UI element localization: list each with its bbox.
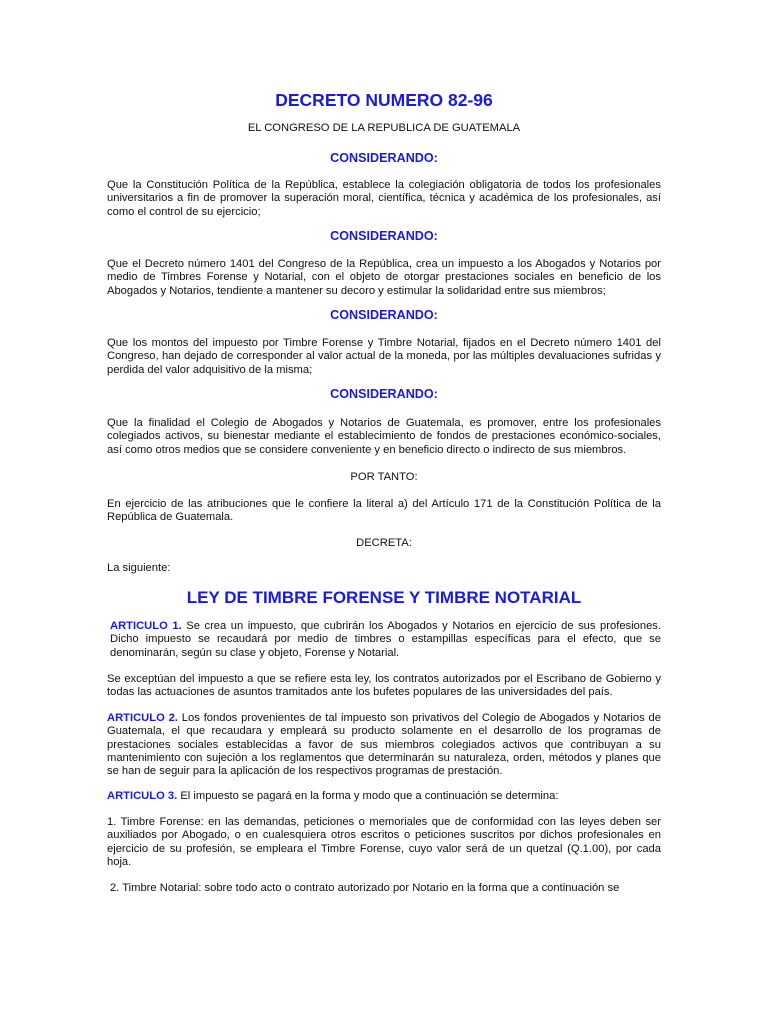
- decreta-text: La siguiente:: [107, 562, 171, 574]
- considerando-text-4: Que la finalidad el Colegio de Abogados y Notarios de Guatemala, es promover, entre los profesionales colegiados activos, su bienestar mediante el establecimiento de fondos de prestaciones económico-sociales, así como otros medios que se considere conveniente y en beneficio directo o indirecto de sus miembros.: [107, 417, 661, 456]
- articulo-2: [107, 712, 661, 778]
- articulo-3: [107, 790, 661, 803]
- articulo-2-label: ARTICULO 2.: [107, 712, 178, 724]
- considerando-text-1: Que la Constitución Política de la República, establece la colegiación obligatoria de todos los profesionales universitarios a fin de promover la superación moral, científica, técnica y académica de los profesionales, así como el control de su ejercicio;: [107, 179, 661, 218]
- articulo-1-label: ARTICULO 1.: [110, 620, 182, 632]
- considerando-text-2: Que el Decreto número 1401 del Congreso de la República, crea un impuesto a los Abogados y Notarios por medio de Timbres Forense y Notarial, con el objeto de otorgar prestaciones sociales en beneficio de los Abogados y Notarios, tendiente a mantener su decoro y estimular la solidaridad entre sus miembros;: [107, 258, 661, 297]
- decree-title: DECRETO NUMERO 82-96: [275, 90, 493, 110]
- articulo-3-label: ARTICULO 3.: [107, 790, 178, 802]
- articulo-3-item-2: 2. Timbre Notarial: sobre todo acto o contrato autorizado por Notario en la forma que a continuación se: [110, 882, 620, 894]
- articulo-3-text: El impuesto se pagará en la forma y modo que a continuación se determina:: [177, 790, 559, 802]
- law-title: LEY DE TIMBRE FORENSE Y TIMBRE NOTARIAL: [186, 588, 582, 607]
- articulo-2-text: Los fondos provenientes de tal impuesto son privativos del Colegio de Abogados y Notarios de Guatemala, el que recaudara y empleará su producto solamente en el desarrollo de los programas de prestaciones sociales establecidas a favor de sus miembros colegiados activos que contribuyan a su mantenimiento con sujeción a los reglamentos que determinarán su naturaleza, orden, métodos y planes que se han de seguir para la aplicación de los respectivos programas de prestación.: [107, 712, 661, 778]
- considerando-text-3: Que los montos del impuesto por Timbre Forense y Timbre Notarial, fijados en el Decreto número 1401 del Congreso, han dejado de corresponder al valor actual de la moneda, por las múltiples devaluaciones sufridas y perdida del valor adquisitivo de la misma;: [107, 337, 661, 376]
- considerando-heading-1: CONSIDERANDO:: [330, 151, 438, 165]
- considerando-heading-3: CONSIDERANDO:: [330, 308, 438, 322]
- por-tanto-label: POR TANTO:: [350, 471, 418, 483]
- congress-subtitle: EL CONGRESO DE LA REPUBLICA DE GUATEMALA: [247, 122, 521, 134]
- articulo-1-exception: Se exceptúan del impuesto a que se refiere esta ley, los contratos autorizados por el Escribano de Gobierno y todas las actuaciones de asuntos tramitados ante los bufetes populares de las universidades del país.: [107, 673, 661, 699]
- articulo-1-text: Se crea un impuesto, que cubrirán los Abogados y Notarios en ejercicio de sus profesiones. Dicho impuesto se recaudará por medio de timbres o estampillas específicas para el efecto, que se denominarán, según su clase y objeto, Forense y Notarial.: [110, 620, 661, 659]
- decreta-label: DECRETA:: [356, 537, 412, 549]
- articulo-3-item-1: 1. Timbre Forense: en las demandas, peticiones o memoriales que de conformidad con las leyes deben ser auxiliados por Abogado, o en cualesquiera otros escritos o peticiones suscritos por dichos profesionales en ejercicio de su profesión, se empleara el Timbre Forense, cuyo valor será de un quetzal (Q.1.00), por cada hoja.: [107, 816, 661, 868]
- articulo-1: [107, 620, 661, 660]
- considerando-heading-2: CONSIDERANDO:: [330, 229, 438, 243]
- considerando-heading-4: CONSIDERANDO:: [330, 387, 438, 401]
- por-tanto-text: En ejercicio de las atribuciones que le confiere la literal a) del Artículo 171 de la Constitución Política de la República de Guatemala.: [107, 498, 661, 524]
